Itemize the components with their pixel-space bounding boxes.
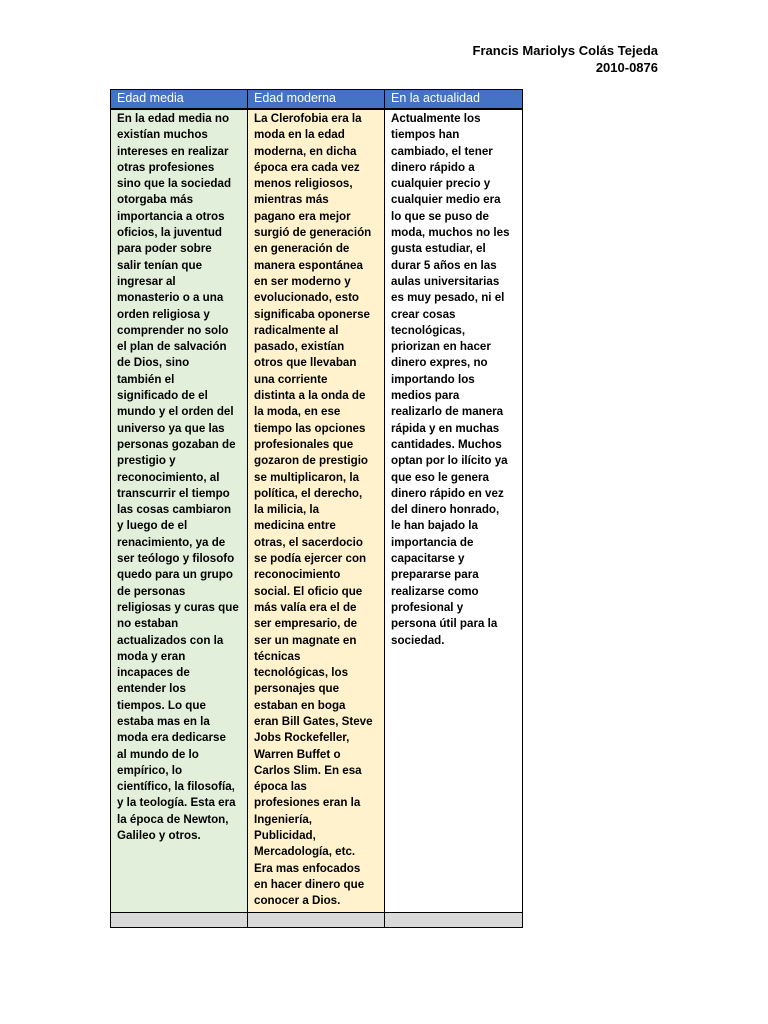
cell-edad-moderna <box>248 109 385 912</box>
comparison-table <box>110 89 523 928</box>
cell-actualidad <box>385 109 523 912</box>
author-header <box>473 42 658 76</box>
cell-edad-media <box>111 109 248 912</box>
footer-cell-2 <box>248 912 385 927</box>
column-header-edad-moderna: Edad moderna <box>248 90 385 110</box>
table-footer-row <box>111 912 523 927</box>
table-row <box>111 109 523 912</box>
footer-cell-3 <box>385 912 523 927</box>
table-header-row <box>111 90 523 110</box>
footer-cell-1 <box>111 912 248 927</box>
author-name: Francis Mariolys Colás Tejeda <box>472 43 658 58</box>
cell-text-edad-moderna: La Clerofobia era la moda en la edad moderna, en dicha época era cada vez menos religiosos, mientras más pagano era mejor surgió de generación en generación de manera espontánea en ser moderno y evolucionado, esto significaba oponerse radicalmente al pasado, existían otros que llevaban una corriente distinta a la onda de la moda, en ese tiempo las opciones profesionales que gozaron de prestigio se multiplicaron, la política, el derecho, la milicia, la medicina entre otras, el sacerdocio se podía ejercer con reconocimiento social. El oficio que más valía era el de ser empresario, de ser un magnate en técnicas tecnológicas, los personajes que estaban en boga eran Bill Gates, Steve Jobs Rockefeller, Warren Buffet o Carlos Slim. En esa época las profesiones eran la Ingeniería, Publicidad, Mercadología, etc. Era mas enfocados en hacer dinero que conocer a Dios. <box>254 112 373 908</box>
student-id: 2010-0876 <box>595 60 658 75</box>
column-header-edad-media: Edad media <box>111 90 248 110</box>
column-header-actualidad: En la actualidad <box>385 90 523 110</box>
cell-text-edad-media: En la edad media no existían muchos intereses en realizar otras profesiones sino que la sociedad otorgaba más importancia a otros oficios, la juventud para poder sobre salir tenían que ingresar al monasterio o a una orden religiosa y comprender no solo el plan de salvación de Dios, sino también el significado de el mundo y el orden del universo ya que las personas gozaban de prestigio y reconocimiento, al transcurrir el tiempo las cosas cambiaron y luego de el renacimiento, ya de ser teólogo y filosofo quedo para un grupo de personas religiosas y curas que no estaban actualizados con la moda y eran incapaces de entender los tiempos. Lo que estaba mas en la moda era dedicarse al mundo de lo empírico, lo científico, la filosofía, y la teología. Esta era la época de Newton, Galileo y otros. <box>117 112 239 843</box>
cell-text-actualidad: Actualmente los tiempos han cambiado, el tener dinero rápido a cualquier precio y cualquier medio era lo que se puso de moda, muchos no les gusta estudiar, el durar 5 años en las aulas universitarias es muy pesado, ni el crear cosas tecnológicas, priorizan en hacer dinero expres, no importando los medios para realizarlo de manera rápida y en muchas cantidades. Muchos optan por lo ilícito ya que eso le genera dinero rápido en vez del dinero honrado, le han bajado la importancia de capacitarse y prepararse para realizarse como profesional y persona útil para la sociedad. <box>391 112 510 647</box>
